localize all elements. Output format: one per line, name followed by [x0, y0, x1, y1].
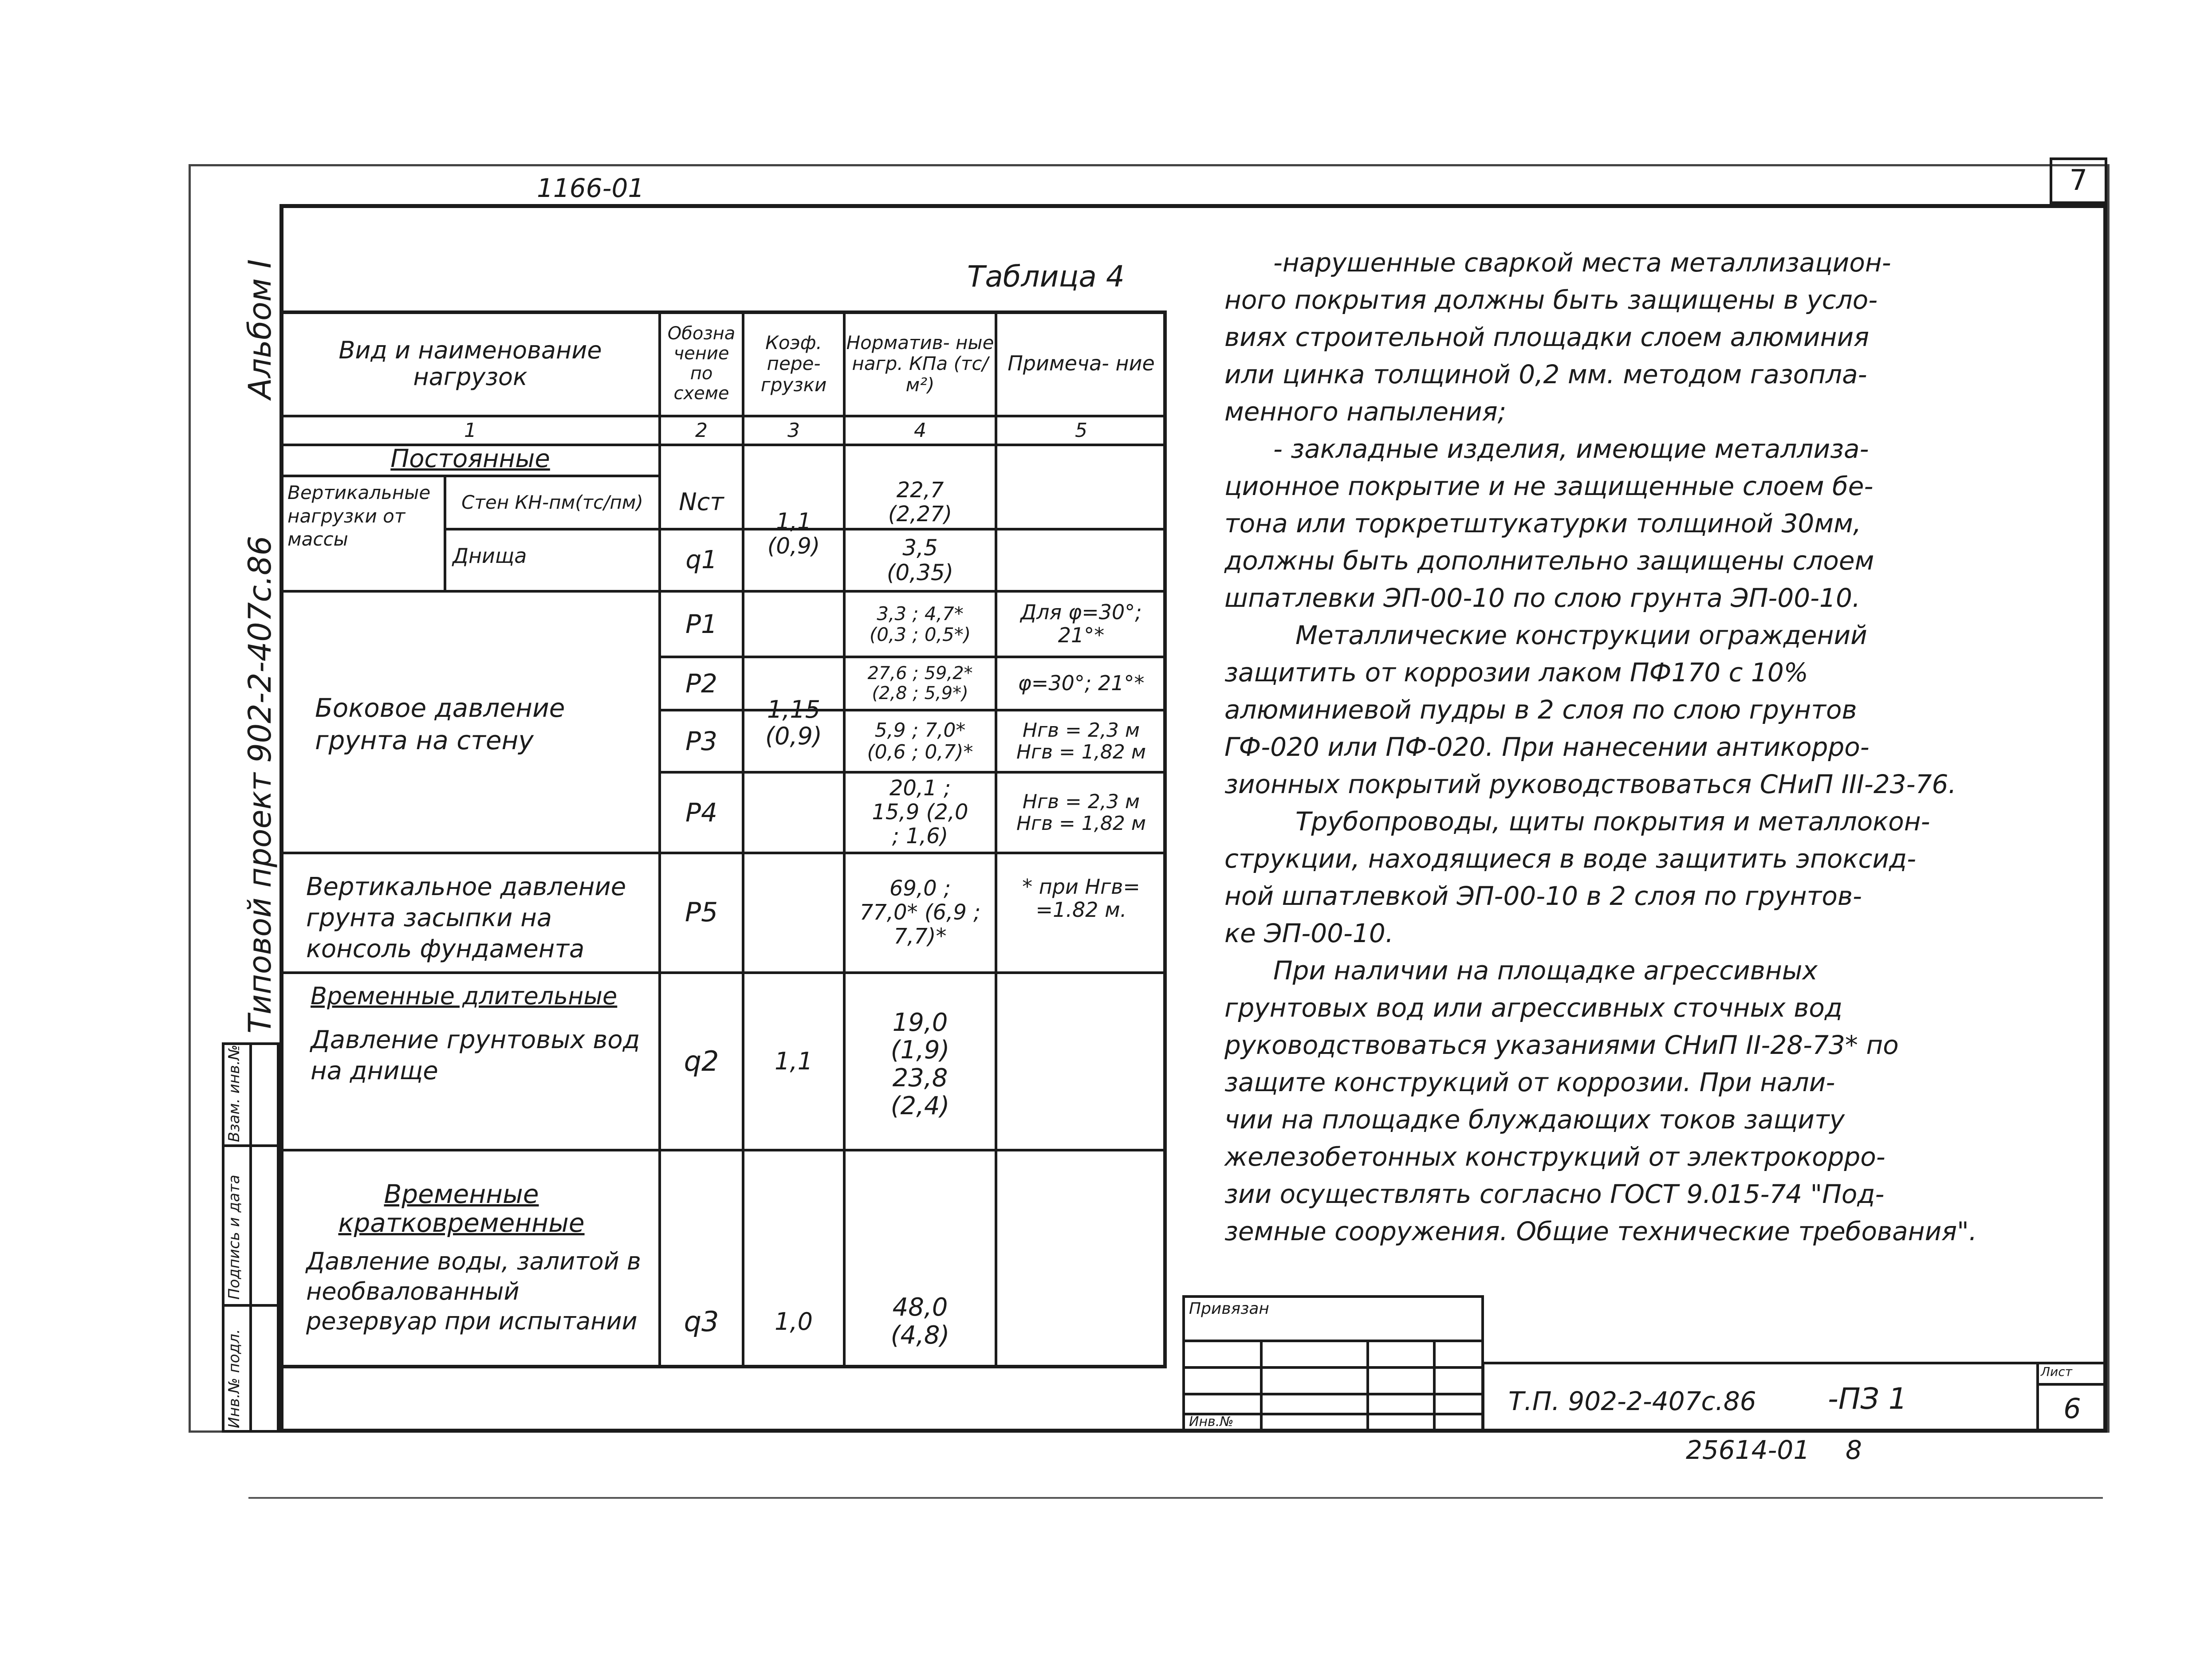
q2-value: 19,0 (1,9) 23,8 (2,4) [890, 1008, 950, 1120]
header-note: Примеча- ние [1008, 351, 1155, 376]
p2-note: φ=30°; 21°* [1018, 671, 1145, 695]
p3-value: 5,9 ; 7,0* (0,6 ; 0,7)* [867, 719, 973, 763]
inv-no-label: Инв.№ [1189, 1414, 1234, 1430]
left-project-label: Типовой проект 902-2-407с.86 [242, 535, 278, 1033]
p1-note: Для φ=30°; 21°* [1020, 600, 1142, 647]
doc-section: -ПЗ 1 [1828, 1382, 1907, 1416]
text-line: алюминиевой пудры в 2 слоя по слою грунтов [1224, 695, 1857, 725]
table-caption: Таблица 4 [967, 259, 1125, 294]
header-norm: Норматив- ные нагр. КПа (тс/м²) [846, 332, 994, 396]
p5-symbol: P5 [685, 897, 718, 928]
col-number-3: 3 [787, 419, 800, 442]
p2-value: 27,6 ; 59,2* (2,8 ; 5,9*) [867, 663, 973, 703]
text-line: зионных покрытий руководствоваться СНиП III-23-76. [1224, 769, 1956, 799]
walls-symbol: Nст [679, 488, 724, 516]
sheet-label: Лист [2041, 1364, 2072, 1379]
bottom-page: 8 [1846, 1435, 1862, 1465]
text-line: При наличии на площадке агрессивных [1273, 955, 1818, 986]
text-line: грунтовых вод или агрессивных сточных вод [1224, 993, 1842, 1023]
section-short: Временные кратковременные [338, 1179, 585, 1238]
text-line: зии осуществлять согласно ГОСТ 9.015-74 "Под- [1224, 1179, 1885, 1209]
sheet-number: 6 [2063, 1392, 2081, 1425]
text-line: - закладные изделия, имеющие металлиза- [1273, 434, 1869, 464]
p3-note: Hгв = 2,3 м Hгв = 1,82 м [1016, 719, 1146, 763]
text-line: виях строительной площадки слоем алюминия [1224, 322, 1870, 352]
bottom-name: Днища [453, 544, 527, 568]
bottom-code: 25614-01 [1686, 1435, 1810, 1465]
q3-coef: 1,0 [775, 1307, 813, 1336]
text-line: земные сооружения. Общие технические требования". [1224, 1216, 1977, 1246]
p2-symbol: P2 [685, 668, 717, 699]
stamp-inv-podl: Инв.№ подл. [225, 1329, 243, 1428]
text-line: ГФ-020 или ПФ-020. При нанесении антикорро- [1224, 732, 1870, 762]
p5-value: 69,0 ; 77,0* (6,9 ; 7,7)* [859, 876, 981, 949]
vertical-loads-label: Вертикальные нагрузки от массы [287, 482, 431, 550]
col-number-2: 2 [695, 419, 708, 442]
text-line: чии на площадке блуждающих токов защиту [1224, 1104, 1845, 1135]
section-long: Временные длительные [311, 982, 618, 1010]
text-line: или цинка толщиной 0,2 мм. методом газопла- [1224, 359, 1867, 389]
q3-value: 48,0 (4,8) [890, 1293, 950, 1350]
p1-symbol: P1 [685, 609, 717, 639]
walls-name: Стен КН-пм(тс/пм) [461, 491, 643, 513]
text-line: ционное покрытие и не защищенные слоем бе- [1224, 471, 1874, 501]
lateral-coef: 1,15 (0,9) [765, 695, 822, 750]
text-line: тона или торкретштукатурки толщиной 30мм, [1224, 508, 1862, 538]
text-line: Металлические конструкции ограждений [1295, 620, 1867, 650]
text-line: защите конструкций от коррозии. При нали- [1224, 1067, 1835, 1097]
col-number-5: 5 [1075, 419, 1087, 442]
scan-edge-line [248, 1497, 2103, 1499]
notes-text [1224, 244, 2058, 1250]
header-symbol: Обозна чение по схеме [667, 323, 736, 404]
bottom-value: 3,5 (0,35) [886, 535, 954, 585]
text-line: -нарушенные сваркой места металлизацион- [1273, 248, 1891, 278]
stamp-vzam-inv: Взам. инв.№ [225, 1044, 243, 1142]
col-number-4: 4 [914, 419, 926, 442]
header-load-type: Вид и наименование нагрузок [338, 336, 602, 391]
text-line: железобетонных конструкций от электрокорро- [1224, 1142, 1885, 1172]
p5-note: * при Hгв= =1.82 м. [1022, 875, 1140, 922]
col-number-1: 1 [464, 419, 476, 442]
text-line: струкции, находящиеся в воде защитить эпоксид- [1224, 844, 1917, 874]
section-permanent: Постоянные [390, 444, 550, 473]
p3-symbol: P3 [685, 726, 717, 756]
walls-value: 22,7 (2,27) [888, 477, 952, 526]
q2-symbol: q2 [684, 1045, 719, 1078]
p4-value: 20,1 ; 15,9 (2,0 ; 1,6) [872, 776, 968, 849]
text-line: Трубопроводы, щиты покрытия и металлокон- [1295, 806, 1930, 837]
stamp-signature-date: Подпись и дата [225, 1175, 243, 1300]
text-line: менного напыления; [1224, 397, 1507, 427]
header-coef: Коэф. пере- грузки [760, 332, 827, 396]
text-line: должны быть дополнительно защищены слоем [1224, 546, 1874, 576]
q3-name: Давление воды, залитой в необвалованный резервуар при испытании [306, 1247, 641, 1335]
doc-code: Т.П. 902-2-407с.86 [1508, 1386, 1756, 1416]
top-code: 1166-01 [537, 173, 645, 203]
bottom-symbol: q1 [685, 545, 717, 574]
left-album-label: Альбом I [242, 259, 278, 399]
text-line: шпатлевки ЭП-00-10 по слою грунта ЭП-00-10. [1224, 583, 1861, 613]
p4-symbol: P4 [685, 797, 717, 828]
privyazan-label: Привязан [1189, 1300, 1269, 1318]
p1-value: 3,3 ; 4,7* (0,3 ; 0,5*) [869, 602, 971, 645]
p5-name: Вертикальное давление грунта засыпки на консоль фундамента [306, 872, 626, 963]
walls-coef: 1,1 (0,9) [767, 508, 820, 559]
text-line: руководствоваться указаниями СНиП II-28-73* по [1224, 1030, 1899, 1060]
corner-number: 7 [2069, 164, 2088, 197]
q2-coef: 1,1 [775, 1047, 813, 1075]
text-line: защитить от коррозии лаком ПФ170 с 10% [1224, 657, 1808, 688]
text-line: ной шпатлевкой ЭП-00-10 в 2 слоя по грунтов- [1224, 881, 1862, 911]
p4-note: Hгв = 2,3 м Hгв = 1,82 м [1016, 790, 1146, 835]
q3-symbol: q3 [684, 1305, 719, 1338]
lateral-name: Боковое давление грунта на стену [315, 693, 565, 755]
text-line: ке ЭП-00-10. [1224, 918, 1394, 948]
text-line: ного покрытия должны быть защищены в усло- [1224, 285, 1878, 315]
q2-name: Давление грунтовых вод на днище [311, 1025, 640, 1085]
